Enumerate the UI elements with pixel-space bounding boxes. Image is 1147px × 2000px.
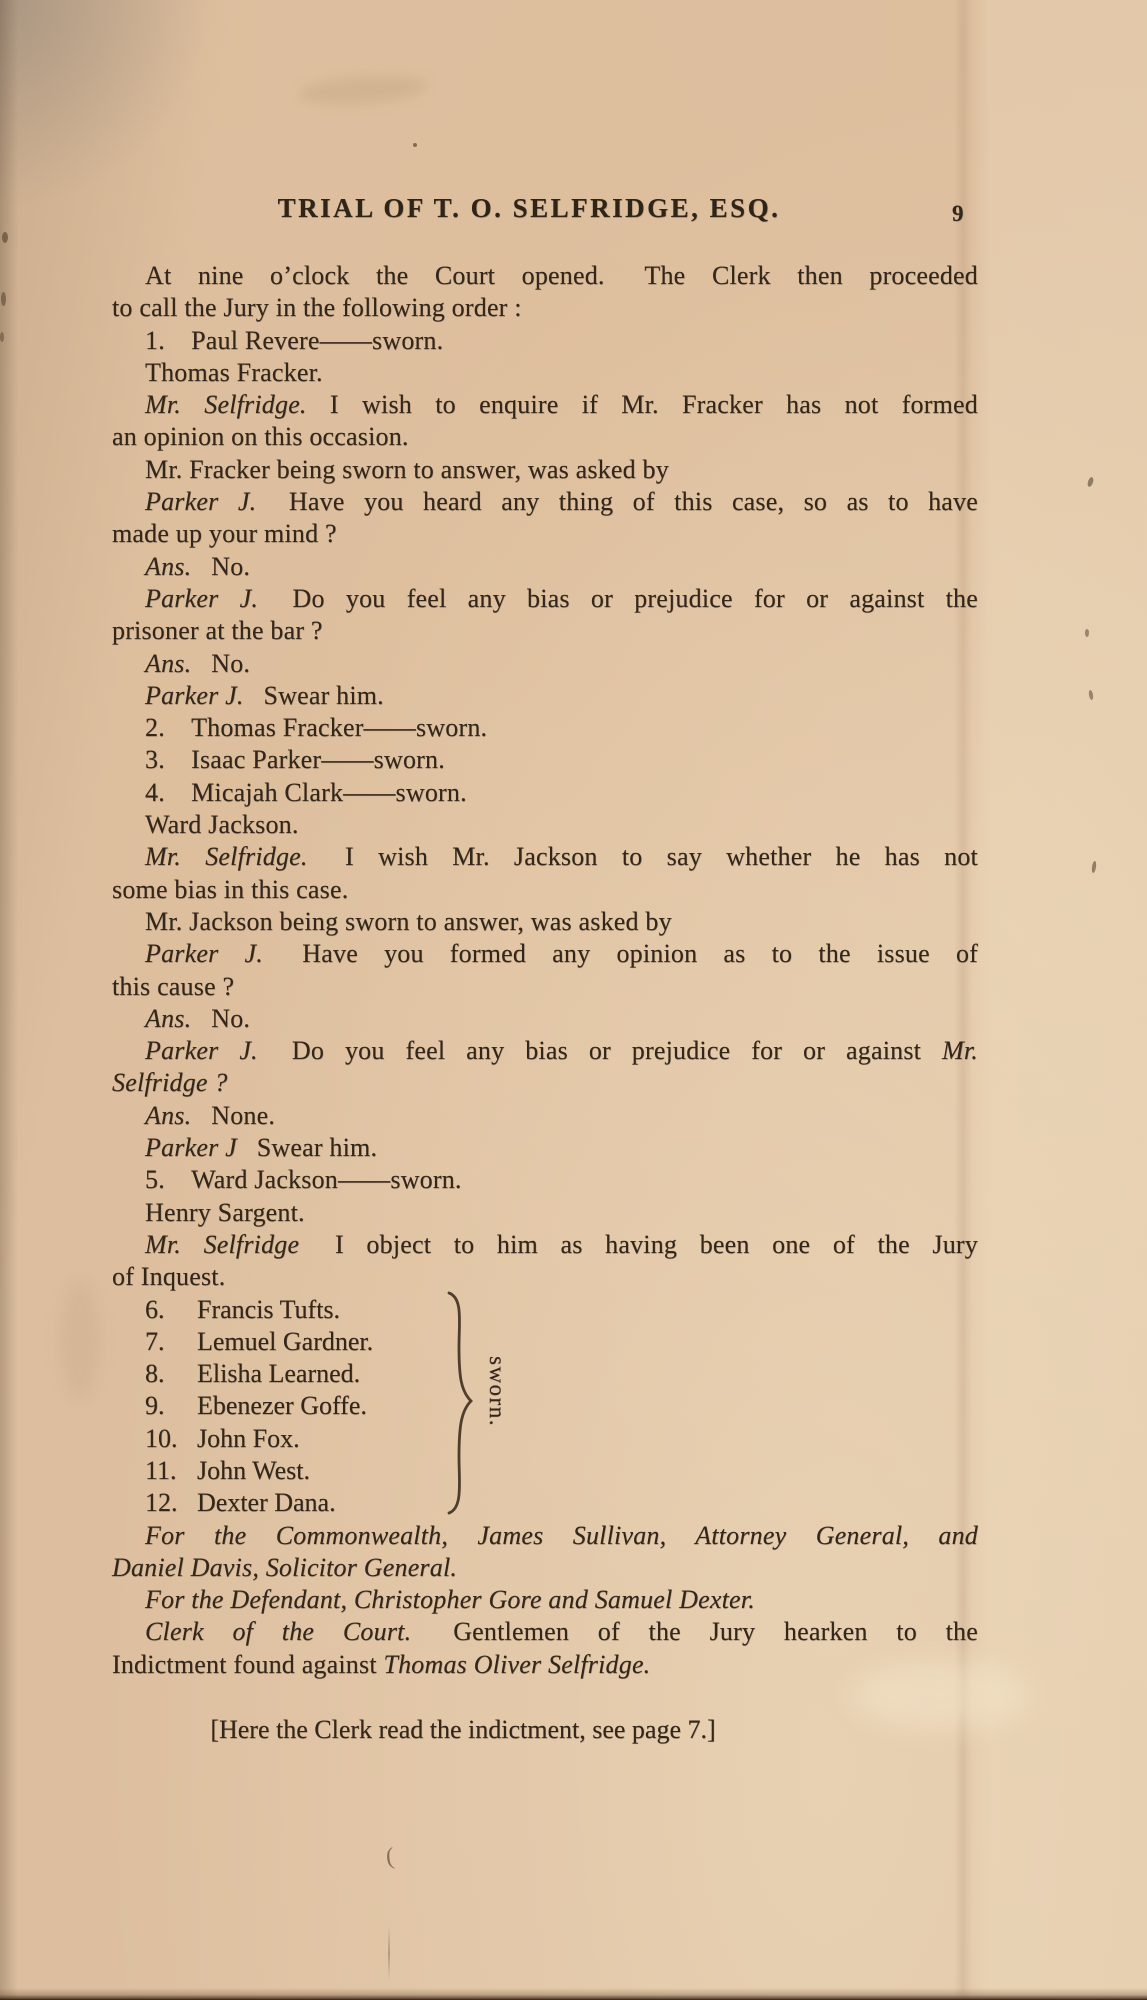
text-line [112,1229,978,1261]
text-line [112,1067,978,1099]
text-line [112,680,978,712]
text-line [112,357,978,389]
text-segment: For the Commonwealth, James Sullivan, Attorney General, and [145,1520,978,1550]
jury-member-number: 11. [145,1455,177,1485]
text-segment: Do you feel any bias or prejudice for or against the [258,583,978,613]
text-segment: of Inquest. [112,1262,226,1292]
jury-member-number: 9. [145,1391,165,1421]
ink-speck [1085,629,1089,637]
jury-member-name: John Fox. [197,1423,300,1453]
jury-member-name: Lemuel Gardner. [197,1326,374,1356]
text-line [112,874,978,906]
text-segment: Parker J. [145,583,259,613]
text-segment: Ans. [145,648,192,678]
page-bottom-edge [0,1988,1147,2000]
text-line [112,906,978,938]
text-segment: No. [191,1003,251,1033]
text-segment: 1. Paul Revere——sworn. [145,325,444,355]
ink-speck [1088,690,1094,701]
text-segment: to call the Jury in the following order : [112,293,522,323]
text-segment: Ans. [145,1003,192,1033]
ink-speck [413,143,417,147]
jury-member-number: 7. [145,1326,165,1356]
text-line [112,1197,978,1229]
page-title: TRIAL OF T. O. SELFRIDGE, ESQ. [277,193,781,223]
text-segment: Mr. Selfridge [145,1229,300,1259]
jury-member-number: 12. [145,1488,178,1518]
text-line [112,454,978,486]
text-line [112,1164,978,1196]
text-line [112,1003,978,1035]
text-line [112,325,978,357]
text-line [112,1035,978,1067]
text-segment: Mr. Fracker being sworn to answer, was asked by [145,454,669,484]
text-column [112,260,978,1746]
text-segment: None. [191,1100,276,1130]
text-segment: Gentlemen of the Jury hearken to the [411,1617,978,1647]
text-segment: Daniel Davis, Solicitor General. [112,1552,458,1582]
text-segment: Have you heard any thing of this case, so as to have [256,487,978,517]
text-line [112,1100,978,1132]
text-segment: made up your mind ? [112,519,337,549]
text-line [112,260,978,292]
page-left-edge-shadow [0,0,18,2000]
page-number: 9 [952,201,964,226]
text-segment: 5. Ward Jackson——sworn. [145,1165,462,1195]
text-segment: Do you feel any bias or prejudice for or against [257,1036,942,1066]
text-segment: Swear him. [243,680,384,710]
jury-member-row [112,1390,978,1422]
text-segment: prisoner at the bar ? [112,616,323,646]
body-text-block-upper [112,260,978,1294]
jury-member-number: 8. [145,1359,165,1389]
jury-member-name: Elisha Learned. [197,1359,361,1389]
text-line [112,389,978,421]
text-segment: Mr. Selfridge. [145,842,308,872]
ink-speck [1087,476,1095,487]
text-line [112,938,978,970]
text-line [112,292,978,324]
jury-member-row [112,1326,978,1358]
jury-member-number: 10. [145,1423,178,1453]
body-text-block-lower [112,1520,978,1681]
scan-hairline [388,1926,390,1980]
text-segment: Ans. [145,551,192,581]
text-segment: Thomas Fracker. [145,357,323,387]
running-head [96,193,962,224]
text-segment: Mr. Selfridge. [145,390,307,420]
text-segment: I object to him as having been one of the Jury [299,1229,978,1259]
text-line [112,777,978,809]
text-segment: Parker J. [145,939,263,969]
jury-sworn-label: sworn. [485,1355,510,1427]
text-segment: Parker J. [145,680,244,710]
text-segment: 4. Micajah Clark——sworn. [145,777,467,807]
stray-ink-mark: ( [384,1843,396,1871]
text-segment: Swear him. [236,1133,378,1163]
jury-member-row [112,1487,978,1519]
text-segment: Parker J [145,1133,237,1163]
text-segment: Selfridge ? [112,1068,228,1098]
jury-brace-glyph [444,1290,478,1516]
text-line [112,615,978,647]
jury-member-name: Francis Tufts. [197,1294,341,1324]
jury-member-number: 6. [145,1294,165,1324]
text-segment: I wish Mr. Jackson to say whether he has not [307,842,978,872]
paper-smudge [60,1280,100,1400]
text-line [112,551,978,583]
jury-member-name: Dexter Dana. [197,1488,336,1518]
text-segment: At nine o’clock the Court opened. The Clerk then proceeded [145,261,978,290]
jury-member-row [112,1294,978,1326]
jury-member-name: John West. [197,1455,310,1485]
text-segment: some bias in this case. [112,874,349,904]
text-line [112,583,978,615]
text-line [112,744,978,776]
text-segment: 3. Isaac Parker——sworn. [145,745,445,775]
text-line [112,1520,978,1552]
text-segment: Mr. [942,1036,978,1066]
text-line [112,1132,978,1164]
text-segment: this cause ? [112,971,235,1001]
text-segment: Have you formed any opinion as to the issue of [262,939,979,969]
jury-list-block [112,1294,978,1520]
text-segment: I wish to enquire if Mr. Fracker has not formed [306,390,978,420]
jury-member-row [112,1423,978,1455]
paper-smudge [297,71,429,108]
text-line [112,1261,978,1293]
text-segment: Parker J. [145,487,257,517]
text-segment: No. [191,648,251,678]
text-line [112,841,978,873]
text-segment: Thomas Oliver Selfridge. [383,1649,651,1679]
text-line [112,1649,978,1681]
jury-rows [112,1294,978,1520]
text-segment: 2. Thomas Fracker——sworn. [145,713,488,743]
text-segment: Ans. [145,1100,192,1130]
text-line [112,421,978,453]
text-segment: Ward Jackson. [145,810,299,840]
jury-member-name: Ebenezer Goffe. [197,1391,367,1421]
text-segment: Mr. Jackson being sworn to answer, was asked by [145,906,672,936]
text-segment: Parker J. [145,1036,258,1066]
text-line [112,518,978,550]
text-segment: Indictment found against [112,1649,384,1679]
text-line [112,971,978,1003]
text-line [112,712,978,744]
blank-line [112,1681,978,1714]
jury-member-row [112,1358,978,1390]
text-segment: No. [191,551,251,581]
text-segment: For the Defendant, Christopher Gore and Samuel Dexter. [145,1585,755,1615]
text-line [112,1552,978,1584]
text-segment: Clerk of the Court. [145,1617,412,1647]
text-line [112,648,978,680]
jury-member-row [112,1455,978,1487]
text-line [112,486,978,518]
text-segment: Henry Sargent. [145,1197,305,1227]
text-segment: an opinion on this occasion. [112,422,409,452]
ink-speck [1091,861,1097,873]
indictment-note: [Here the Clerk read the indictment, see page 7.] [210,1714,716,1744]
text-line [112,1616,978,1648]
text-line [112,1584,978,1616]
text-line [112,809,978,841]
